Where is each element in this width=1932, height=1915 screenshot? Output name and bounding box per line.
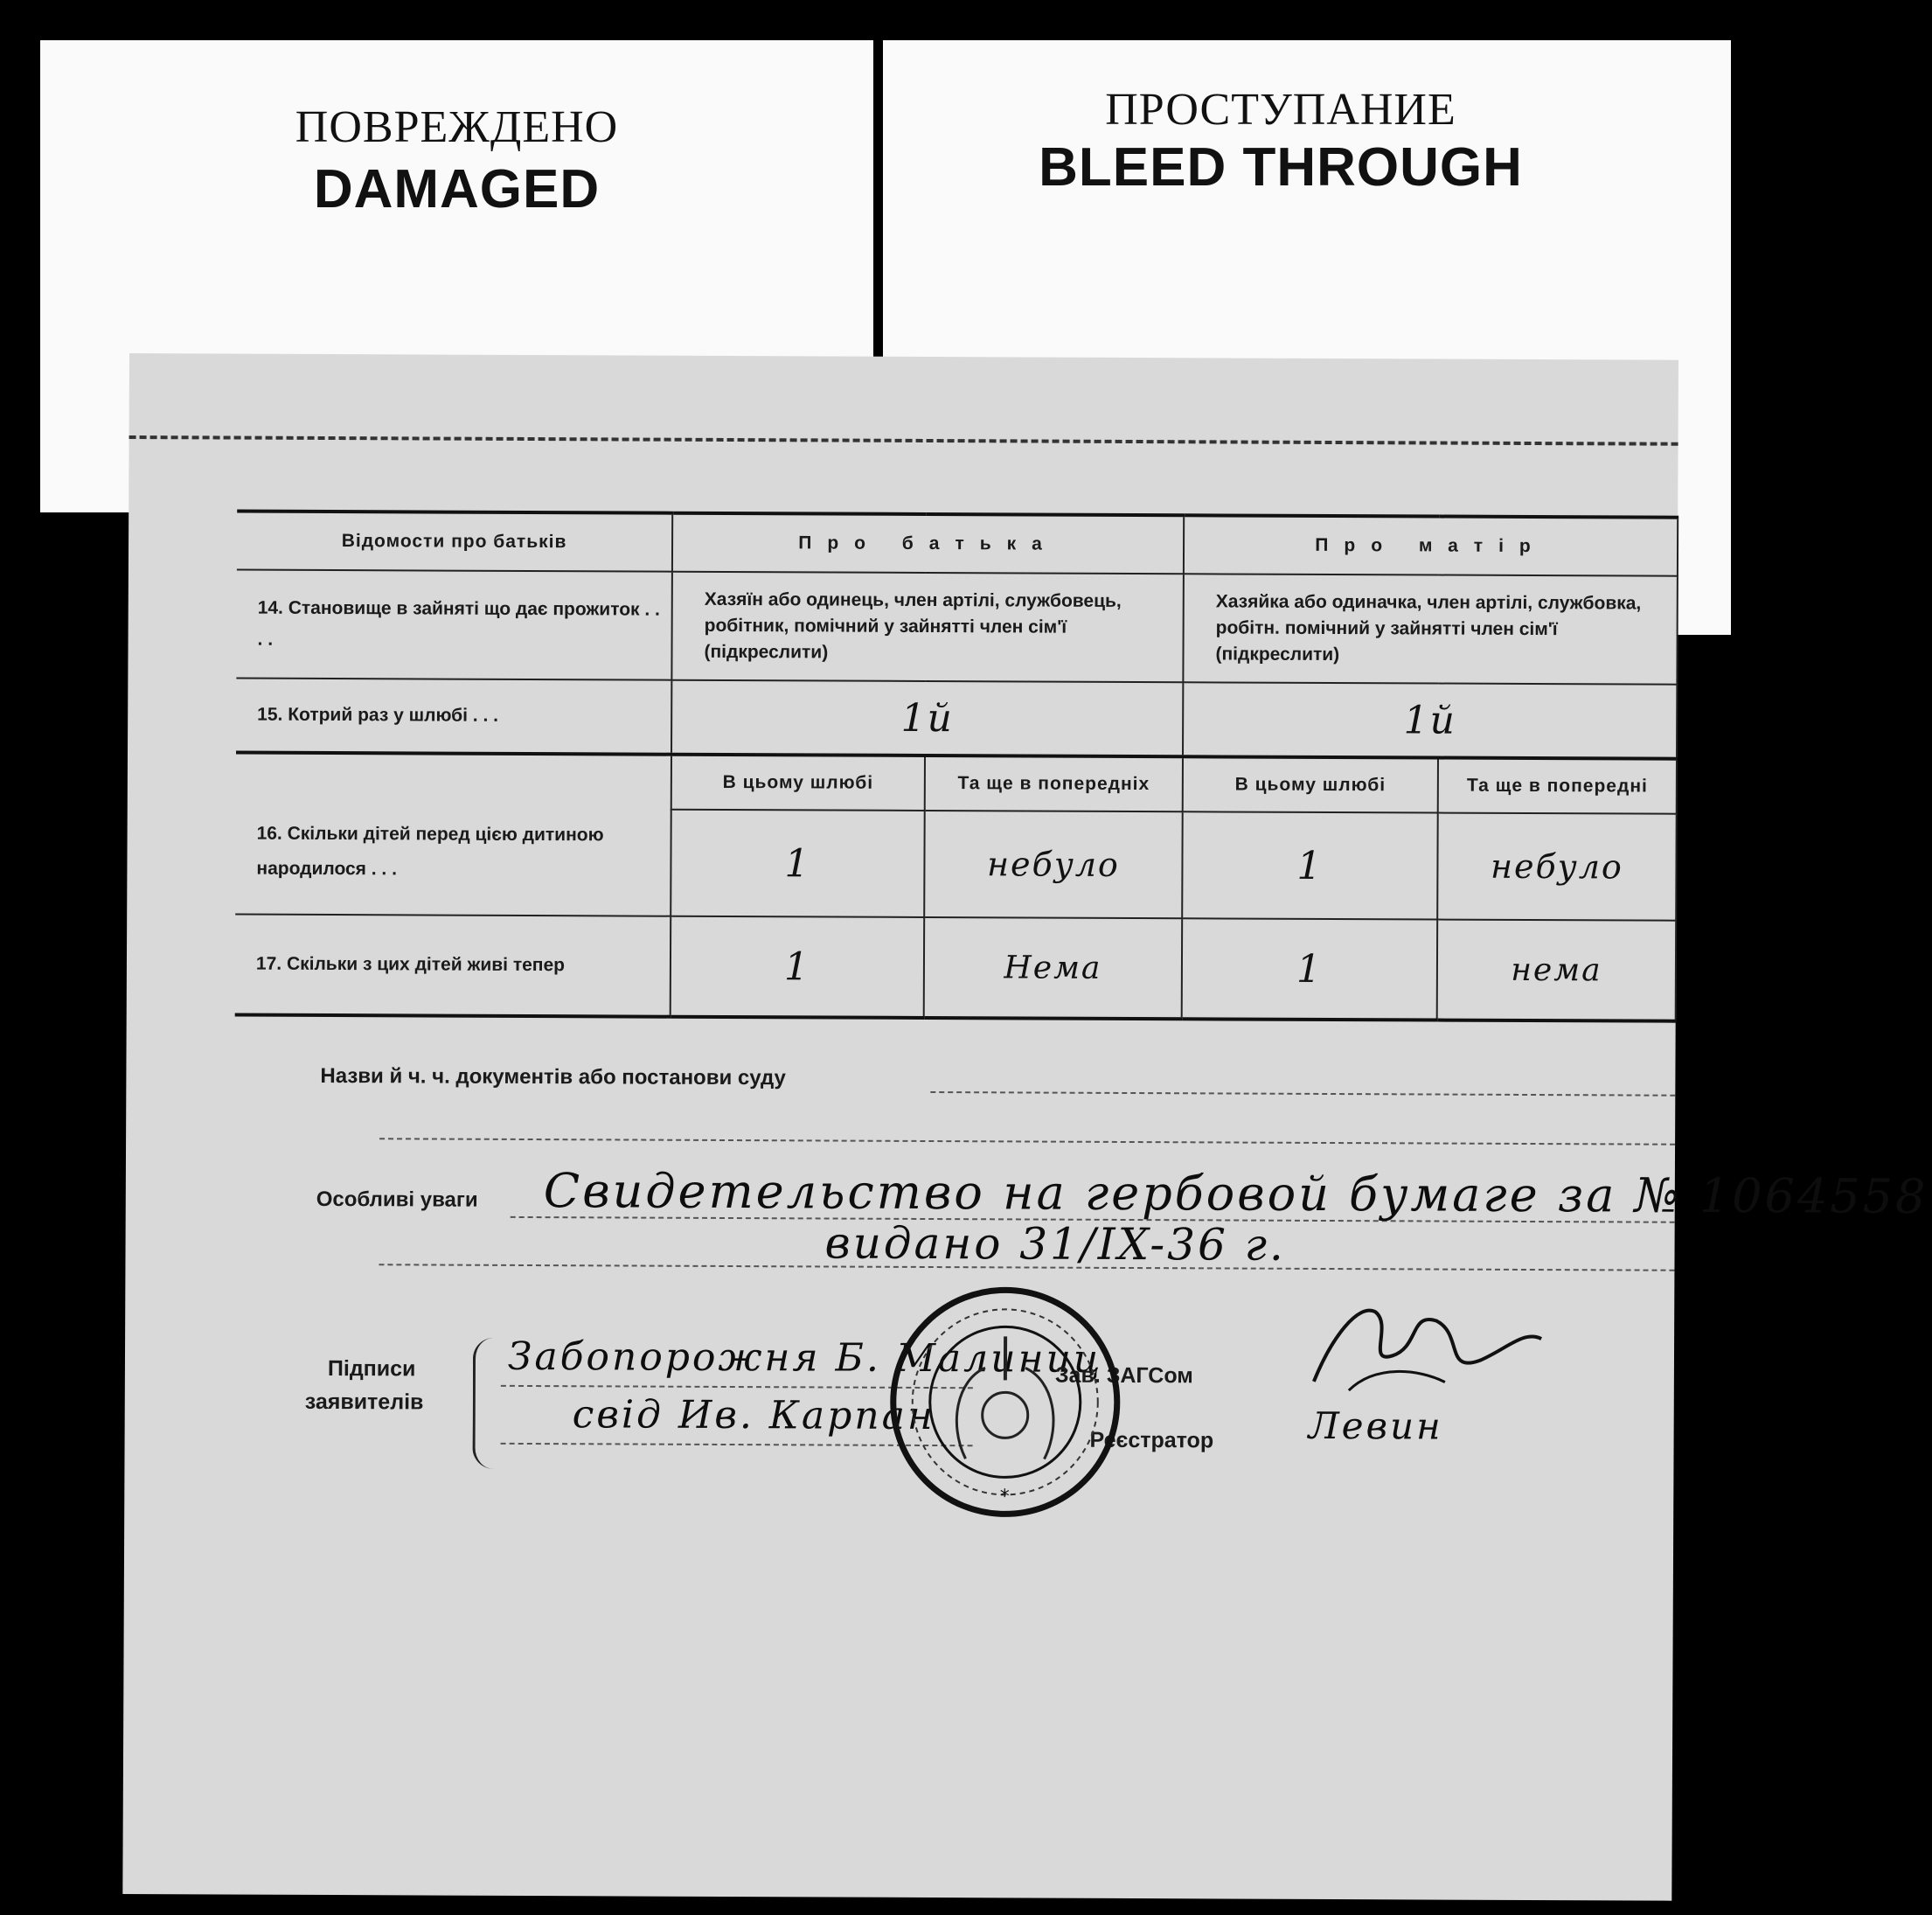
row-14-occupation [236,570,1678,685]
tear-line [129,435,1678,446]
children-subheader-row [236,753,1677,814]
registrar-label: Реєстратор [1089,1427,1214,1453]
row-15-mother-value: 1й [1403,697,1456,743]
row-16-label: 16. Скільки дітей перед цією дитиною народилося . . . [256,823,604,880]
bleed-through-label-en: BLEED THROUGH [1039,137,1523,198]
signatures-label-line1: Підписи [327,1356,416,1382]
documents-label: Назви й ч. ч. документів або постанови суду [320,1063,786,1090]
row-17-label: 17. Скільки з цих дітей живі тепер [235,915,671,1017]
signatures-label-line2: заявителів [304,1389,424,1415]
row-16-label-cell [235,753,671,916]
row-17-children-alive [235,915,1676,1021]
table-header-row [237,512,1678,576]
header-parents-info: Відомости про батьків [237,512,672,572]
row-15-father-value: 1й [900,695,954,741]
header-father: Про батька [672,513,1184,574]
row-16-father-this: 1 [784,840,811,886]
row-17-father-this: 1 [783,944,811,989]
parents-info-table [235,510,1679,1023]
registrar-signature: Левин [1308,1403,1443,1448]
special-notes-line1: Свидетельство на гербовой бумаге за № 1064558 [543,1163,1929,1224]
documents-line-1 [930,1091,1675,1097]
row-14-mother-options: Хазяйка або одиначка, член артілі, службовка, робітн. помічний у зайнятті член сім'ї (підкреслити) [1183,574,1678,684]
row-17-father-prev: Нема [1004,949,1102,986]
header-mother: Про матір [1184,515,1678,575]
applicant-signature-1: Забопорожня Б. Малиниц [507,1334,1103,1382]
row-15-label: 15. Котрий раз у шлюбі . . . [236,679,671,755]
bleed-through-label-ru: ПРОСТУПАНИЕ [1105,85,1456,135]
official-round-stamp [886,1284,1123,1521]
registry-form-sheet [122,353,1929,1901]
documents-line-2 [379,1138,1675,1145]
subhead-mother-this-marriage: В цьому шлюбі [1183,756,1438,812]
row-16-father-prev: небуло [986,845,1120,884]
zags-head-label: Зав. ЗАГСом [1054,1362,1193,1389]
row-16-mother-this: 1 [1296,843,1324,888]
row-16-mother-prev: небуло [1490,846,1623,887]
row-17-mother-prev: нема [1511,951,1602,988]
row-17-mother-this: 1 [1296,946,1324,992]
applicant-signature-2: свід Ив. Карпан [572,1392,935,1439]
special-notes-line2: видано 31/IX-36 г. [824,1217,1287,1271]
svg-text:*: * [999,1486,1010,1508]
signature-brace [472,1338,497,1469]
damaged-label-ru: ПОВРЕЖДЕНО [295,102,619,152]
subhead-father-this-marriage: В цьому шлюбі [671,755,925,811]
special-notes-label: Особливі уваги [316,1187,478,1212]
zags-head-signature [1296,1285,1560,1409]
row-15-marriage-count [236,679,1677,759]
row-14-label: 14. Становище в зайняті що дає прожиток . . . . [236,570,672,680]
damaged-label-en: DAMAGED [313,159,601,219]
row-14-father-options: Хазяїн або одинець, член артілі, службовець, робітник, помічний у зайнятті член сім'ї (підкреслити) [671,572,1184,683]
subhead-father-previous: Та ще в попередніх [925,756,1183,811]
subhead-mother-previous: Та ще в попередні [1438,758,1677,814]
